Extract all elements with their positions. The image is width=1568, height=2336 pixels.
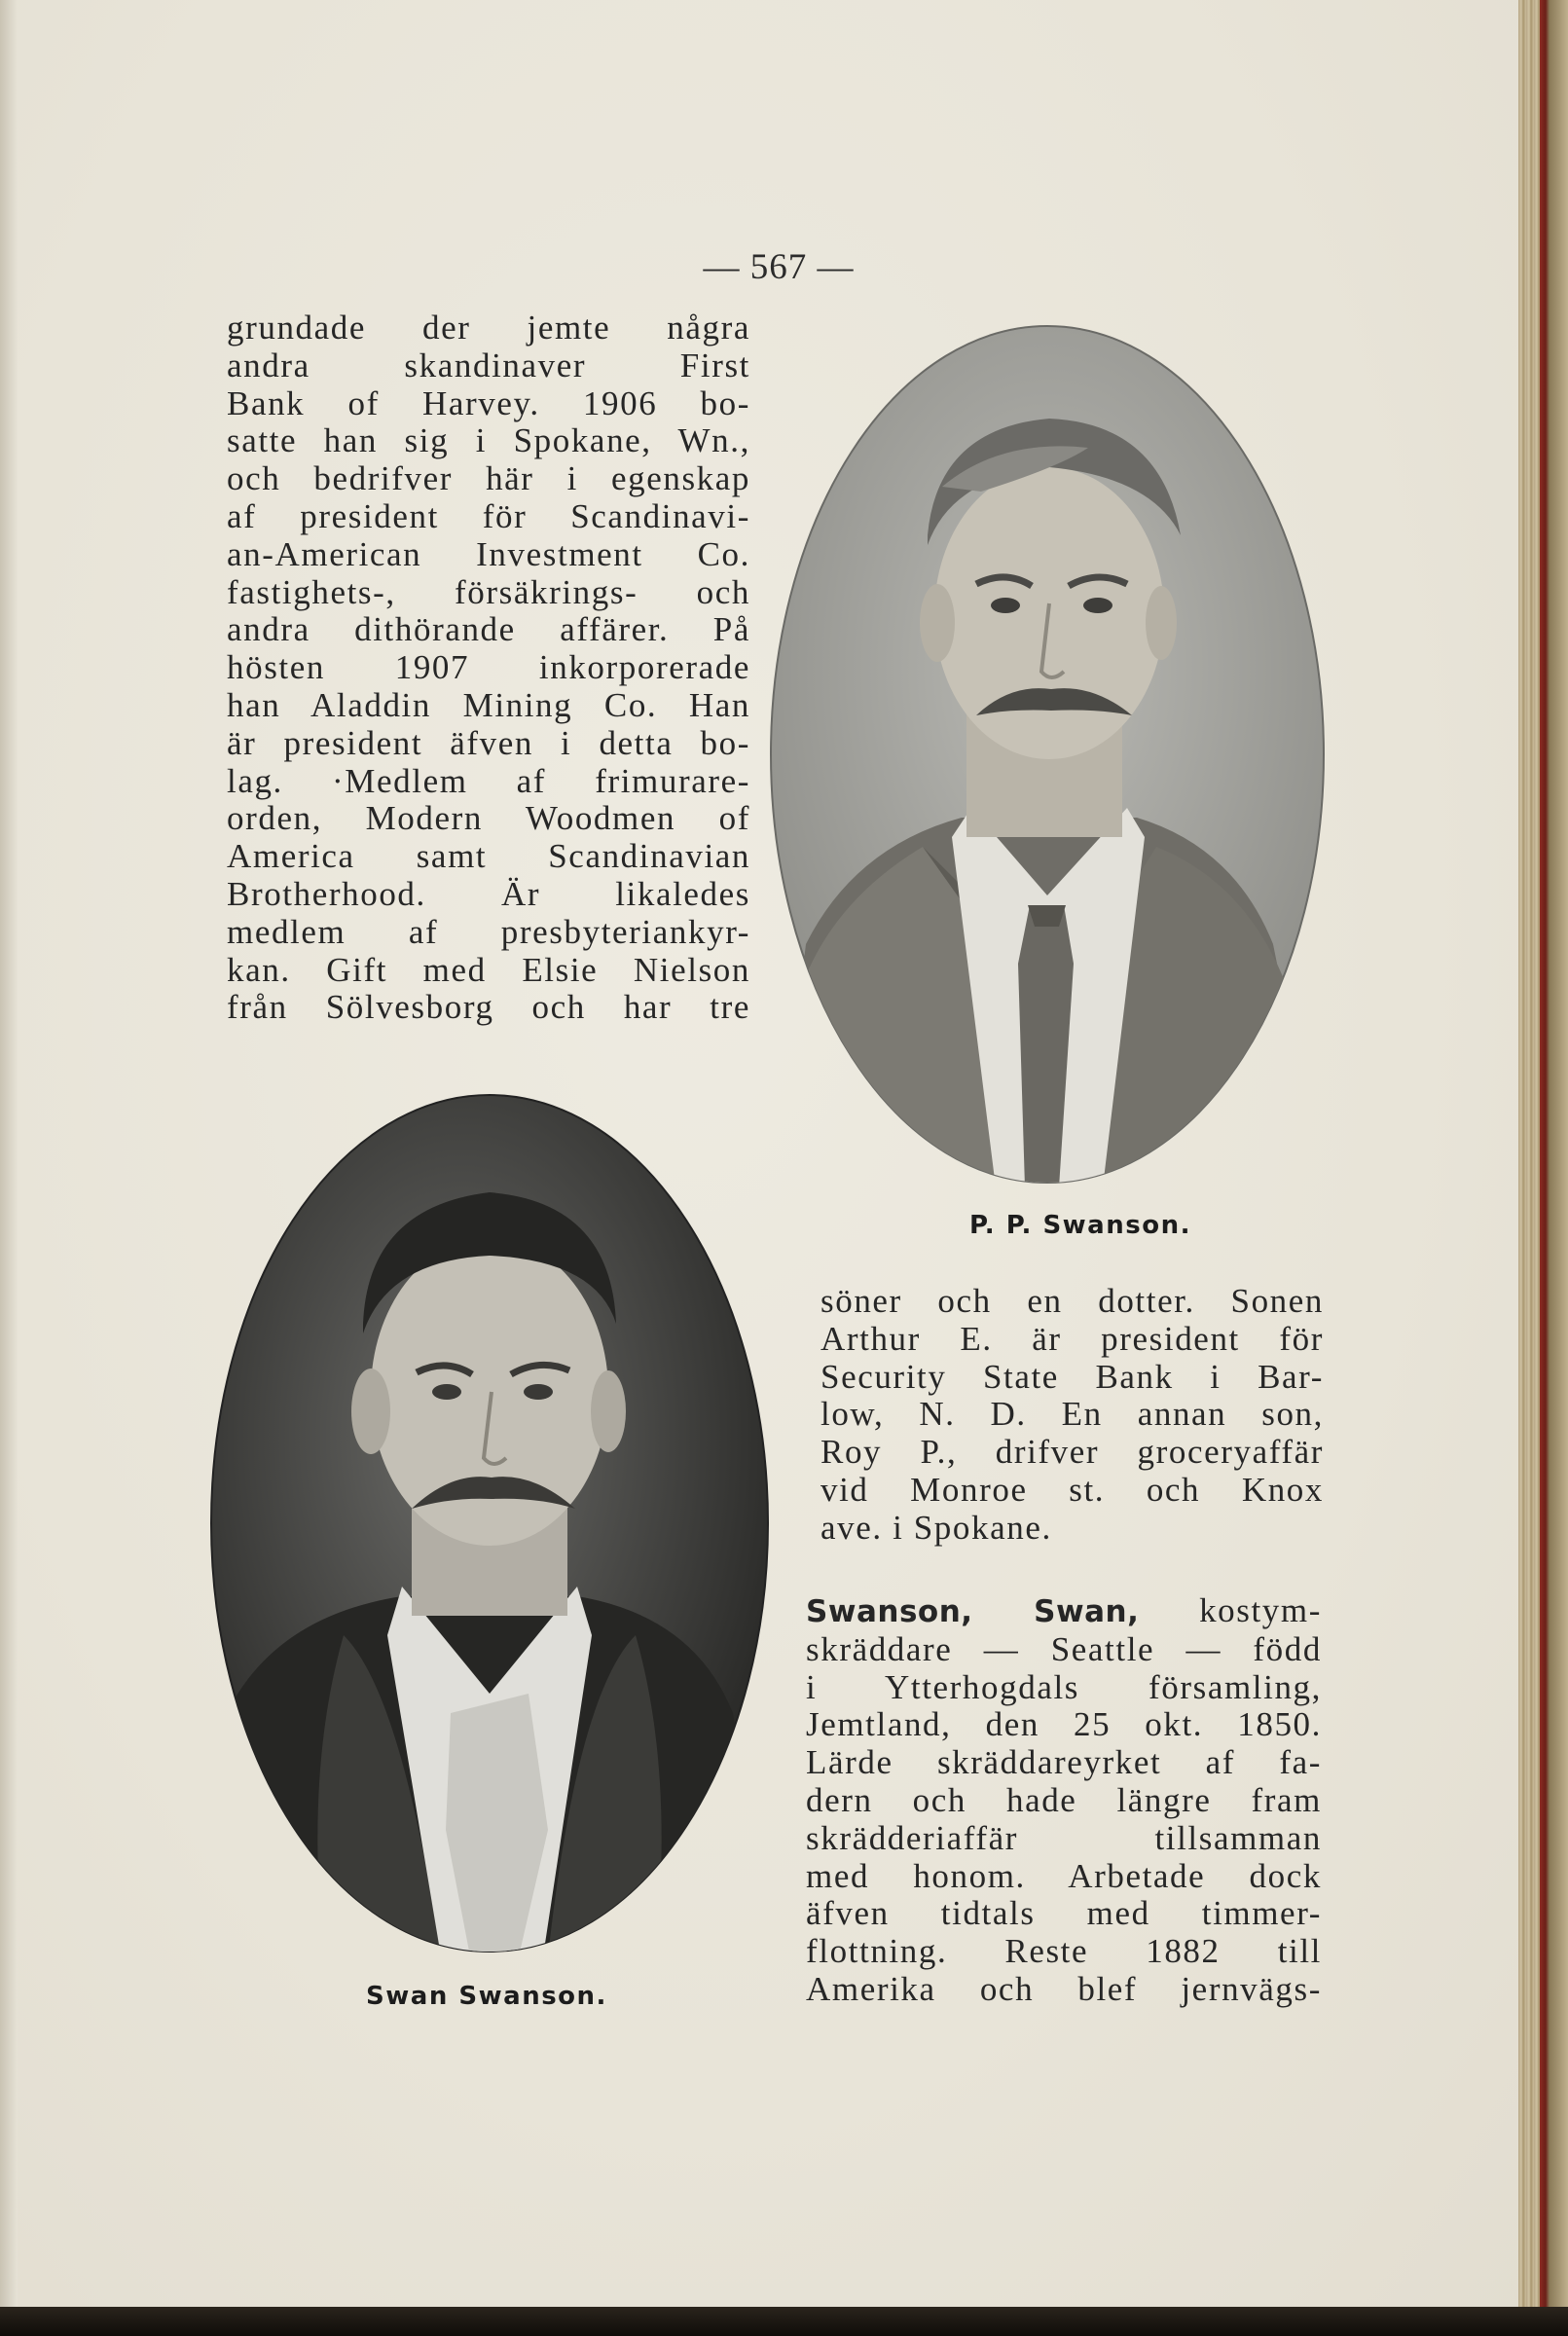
text-line: vid Monroe st. och Knox — [820, 1470, 1324, 1509]
text-line: lag. ·Medlem af frimurare- — [227, 761, 750, 800]
text-line: andra dithörande affärer. På — [227, 610, 750, 649]
text-line: low, N. D. En annan son, — [820, 1395, 1324, 1434]
text-line: ave. i Spokane. — [820, 1508, 1052, 1547]
text-line: hösten 1907 inkorporerade — [227, 648, 750, 687]
portrait-swan-swanson — [207, 1090, 772, 1956]
text-line: Roy P., drifver groceryaffär — [820, 1433, 1324, 1472]
text-column-mid-right — [820, 1283, 1324, 1548]
entry-first-line-rest: kostym- — [1199, 1591, 1322, 1629]
text-line: han Aladdin Mining Co. Han — [227, 685, 750, 724]
text-line: är president äfven i detta bo- — [227, 723, 750, 762]
text-line: orden, Modern Woodmen of — [227, 799, 750, 838]
page-number: — 567 — — [703, 247, 855, 287]
text-line: satte han sig i Spokane, Wn., — [227, 421, 750, 460]
caption-swan-swanson: Swan Swanson. — [366, 1982, 607, 2011]
text-line: i Ytterhogdals församling, — [806, 1667, 1322, 1706]
book-edge-binding — [1540, 0, 1568, 2336]
text-line: medlem af presbyteriankyr- — [227, 912, 750, 951]
text-line: Brotherhood. Är likaledes — [227, 874, 750, 913]
text-line: och bedrifver här i egenskap — [227, 459, 750, 498]
text-line: Lärde skräddareyrket af fa- — [806, 1743, 1322, 1782]
text-line: med honom. Arbetade dock — [806, 1856, 1322, 1895]
text-line: skrädderiaffär tillsamman — [806, 1818, 1322, 1857]
text-line: Jemtland, den 25 okt. 1850. — [806, 1705, 1322, 1744]
text-line: andra skandinaver First — [227, 346, 750, 384]
text-line: Arthur E. är president för — [820, 1319, 1324, 1358]
text-line: an-American Investment Co. — [227, 534, 750, 573]
text-line: grundade der jemte några — [227, 309, 750, 347]
entry-heading-line — [806, 1592, 1322, 1631]
text-column-top-left — [227, 310, 750, 1027]
text-line: kan. Gift med Elsie Nielson — [227, 950, 750, 989]
text-line: skräddare — Seattle — född — [806, 1629, 1322, 1668]
text-line: från Sölvesborg och har tre — [227, 988, 750, 1027]
text-line: flottning. Reste 1882 till — [806, 1932, 1322, 1971]
text-line: söner och en dotter. Sonen — [820, 1282, 1324, 1320]
biography-entry-swan-swanson — [806, 1592, 1322, 2009]
text-line: America samt Scandinavian — [227, 837, 750, 876]
portrait-p-p-swanson — [767, 321, 1328, 1187]
text-line: Bank of Harvey. 1906 bo- — [227, 383, 750, 422]
entry-name: Swanson, Swan, — [806, 1594, 1140, 1629]
text-line: äfven tidtals med timmer- — [806, 1894, 1322, 1933]
text-line: fastighets-, försäkrings- och — [227, 572, 750, 611]
text-line: dern och hade längre fram — [806, 1780, 1322, 1819]
page-gutter-shadow — [0, 0, 18, 2307]
caption-p-p-swanson: P. P. Swanson. — [969, 1211, 1191, 1240]
text-line: Amerika och blef jernvägs- — [806, 1969, 1322, 2008]
text-line: af president för Scandinavi- — [227, 496, 750, 535]
scan-bottom-border — [0, 2307, 1568, 2336]
text-line: Security State Bank i Bar- — [820, 1357, 1324, 1396]
